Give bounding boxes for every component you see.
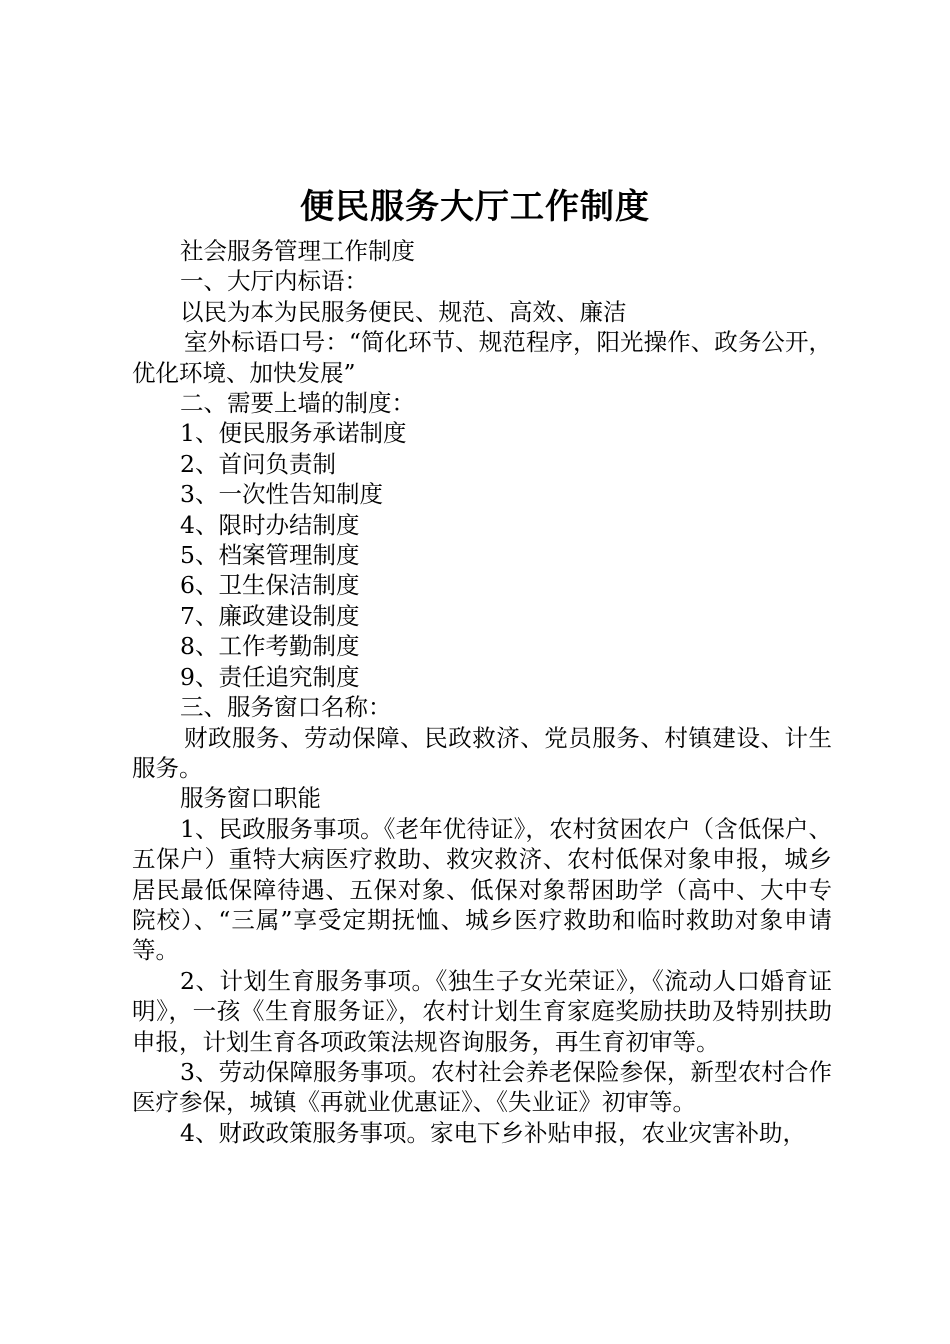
paragraph-hall-slogan: 以民为本为民服务便民、规范、高效、廉洁 xyxy=(180,297,627,326)
paragraph-finance-policy: 4、财政政策服务事项。家电下乡补贴申报，农业灾害补助， xyxy=(180,1118,806,1147)
paragraph-subtitle: 社会服务管理工作制度 xyxy=(180,237,415,265)
paragraph-window-functions-heading: 服务窗口职能 xyxy=(180,784,321,813)
paragraph-labor-security: 3、劳动保障服务事项。农村社会养老保险参保，新型农村合作医疗参保，城镇《再就业优惠证》、《失业证》初审等。 xyxy=(132,1057,832,1117)
list-item-rule: 7、廉政建设制度 xyxy=(180,601,360,630)
paragraph-section-2-heading: 二、需要上墙的制度： xyxy=(180,389,415,418)
list-item-rule: 2、首问负责制 xyxy=(180,449,336,478)
list-item-rule: 9、责任追究制度 xyxy=(180,662,360,691)
paragraph-family-planning: 2、计划生育服务事项。《独生子女光荣证》，《流动人口婚育证明》，一孩《生育服务证》，农村计划生育家庭奖励扶助及特别扶助申报，计划生育各项政策法规咨询服务，再生育初审等。 xyxy=(132,966,832,1056)
paragraph-civil-affairs: 1、民政服务事项。《老年优待证》，农村贫困农户（含低保户、五保户）重特大病医疗救助、救灾救济、农村低保对象申报，城乡居民最低保障待遇、五保对象、低保对象帮困助学（高中、大中专院校）、“三属”享受定期抚恤、城乡医疗救助和临时救助对象申请等。 xyxy=(132,814,832,965)
paragraph-section-1-heading: 一、大厅内标语： xyxy=(180,267,368,296)
list-item-rule: 3、一次性告知制度 xyxy=(180,480,383,509)
list-item-rule: 8、工作考勤制度 xyxy=(180,632,360,661)
list-item-rule: 5、档案管理制度 xyxy=(180,541,360,570)
list-item-rule: 6、卫生保洁制度 xyxy=(180,571,360,600)
paragraph-section-3-heading: 三、服务窗口名称： xyxy=(180,693,392,722)
document-body xyxy=(132,236,832,1148)
paragraph-window-names: 财政服务、劳动保障、民政救济、党员服务、村镇建设、计生服务。 xyxy=(132,723,832,782)
document-title: 便民服务大厅工作制度 xyxy=(300,187,650,227)
paragraph-outdoor-slogan: 室外标语口号：“简化环节、规范程序，阳光操作、政务公开，优化环境、加快发展” xyxy=(132,328,832,387)
list-item-rule: 1、便民服务承诺制度 xyxy=(180,419,407,448)
list-item-rule: 4、限时办结制度 xyxy=(180,510,360,539)
